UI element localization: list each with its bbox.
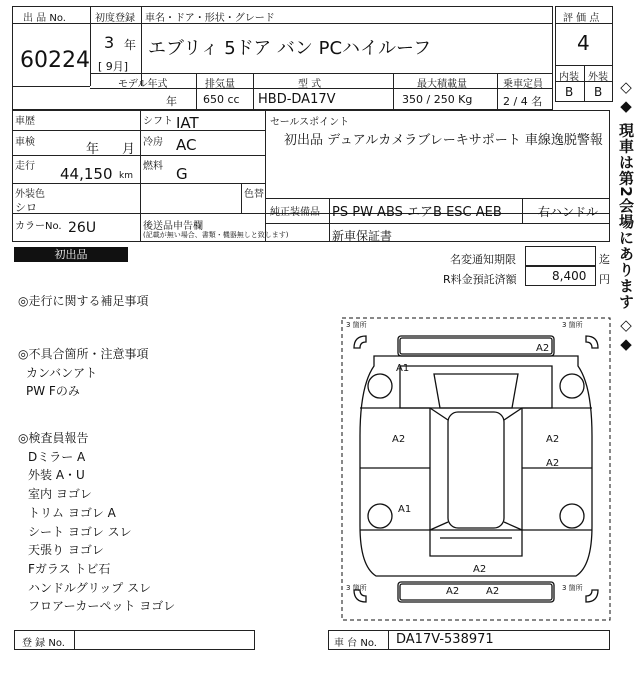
mark-right-door-1: A2 [546, 434, 560, 445]
front-bumper-right [586, 336, 598, 348]
inspector-note-item: 室内 ヨゴレ [28, 487, 92, 502]
inspector-note-item: ハンドルグリップ スレ [28, 580, 152, 595]
aircon-value: AC [176, 136, 197, 154]
inspection-month-unit: 月 [122, 142, 136, 157]
venue-notice: ◇◆ 現車は第2会場にあります ◇◆ [617, 78, 635, 354]
exterior-label: 外装 [588, 72, 608, 83]
model-year-label: モデル年式 [118, 79, 168, 90]
wheel-rear-right [560, 504, 584, 528]
first-reg-year: 3 [104, 33, 115, 52]
recycle-unit: 円 [599, 273, 610, 286]
mark-bottom-left: A2 [446, 586, 460, 597]
sales-point-value: 初出品 デュアルカメラブレーキサポート 車線逸脱警報 [284, 133, 603, 148]
mark-rear-lower: A1 [398, 504, 412, 515]
ext-color-label: 外装色 [15, 189, 45, 200]
mark-roof-rear: A2 [536, 343, 550, 354]
car-name-label: 車名・ドア・形状・グレード [145, 13, 275, 24]
rear-bumper [398, 582, 554, 602]
mark-left-door: A2 [392, 434, 406, 445]
defect-notes-heading: ◎不具合箇所・注意事項 [18, 347, 149, 361]
model-year-unit: 年 [166, 95, 177, 108]
defect-notes [18, 345, 148, 401]
sales-point-label: セールスポイント [270, 117, 350, 128]
cabin-roof [448, 412, 504, 528]
fuel-label: 燃料 [143, 161, 163, 172]
inspector-note-item: フロアーカーペット ヨゴレ [28, 599, 176, 614]
inspector-notes-heading: ◎検査員報告 [18, 431, 89, 445]
rear-deck [430, 530, 522, 556]
chassis-no-label: 車 台 No. [334, 638, 377, 649]
deadline-unit: 迄 [599, 253, 610, 266]
shift-value: IAT [176, 114, 199, 132]
first-listing-badge: 初出品 [14, 247, 128, 262]
history-label: 車歴 [15, 116, 35, 127]
inspector-note-item: トリム ヨゴレ A [28, 505, 116, 520]
roof-inner [400, 338, 552, 354]
wheel-front-left [368, 374, 392, 398]
aircon-label: 冷房 [143, 137, 163, 148]
displacement-label: 排気量 [205, 79, 235, 90]
corner-tags [346, 320, 583, 592]
shift-label: シフト [143, 116, 173, 127]
exterior-grade: B [594, 85, 603, 99]
mileage-value: 44,150 [60, 165, 113, 183]
pillar-lines [430, 408, 522, 530]
deadline-box [525, 246, 596, 266]
ext-color-value: シロ [15, 201, 37, 214]
driving-notes-heading: ◎走行に関する補足事項 [18, 294, 149, 308]
type-label: 型 式 [298, 79, 322, 90]
deadline-label: 名変通知期限 [450, 253, 516, 266]
score-label: 評 価 点 [563, 13, 600, 24]
color-change-label: 色替 [244, 189, 264, 200]
mileage-unit: km [119, 171, 133, 181]
inspection-year-unit: 年 [86, 142, 100, 157]
chassis-no-value: DA17V-538971 [396, 632, 494, 647]
equipment-value: PS PW ABS エアB ESC AEB [332, 205, 502, 220]
right-side-panel [522, 408, 592, 530]
inspector-note-item: 外装 A・U [28, 468, 85, 483]
reg-no-label: 登 録 No. [22, 638, 65, 649]
color-no-label: カラーNo. [15, 221, 62, 232]
wheel-rear-left [368, 504, 392, 528]
rear-corner-right [586, 590, 598, 602]
corner-tag-br: 3 箇所 [562, 584, 583, 592]
capacity-label: 乗車定員 [503, 79, 543, 90]
load-value: 350 / 250 Kg [402, 93, 473, 106]
mark-bottom-right: A2 [486, 586, 500, 597]
score-value: 4 [577, 31, 590, 55]
lot-no-label: 出 品 No. [23, 13, 66, 24]
windshield [434, 374, 518, 408]
car-damage-diagram [340, 316, 612, 622]
retro-label: 後送品申告欄 [143, 221, 203, 232]
wheel-front-right [560, 374, 584, 398]
corner-tag-tl: 3 箇所 [346, 321, 367, 329]
inspector-notes [18, 429, 175, 616]
retro-note: (記載が無い場合、書類・機器無しと致します) [143, 231, 289, 239]
driving-notes [18, 292, 148, 311]
fuel-value: G [176, 165, 188, 183]
genuine-label: 純正装備品 [270, 207, 320, 218]
color-no-value: 26U [68, 220, 97, 236]
car-name: エブリィ 5ドア バン PCハイルーフ [148, 38, 432, 59]
inspection-label: 車検 [15, 137, 35, 148]
mark-front-upper: A1 [396, 363, 410, 374]
damage-marks [392, 343, 559, 597]
inspector-note-item: 天張り ヨゴレ [28, 543, 104, 558]
mark-bottom-center: A2 [473, 564, 487, 575]
roof-outline [398, 336, 554, 356]
displacement-value: 650 cc [203, 93, 240, 106]
interior-grade: B [565, 85, 574, 99]
defect-note-item: カンバンアト [26, 365, 98, 380]
lot-no-value: 60224 [20, 48, 90, 73]
recycle-value: 8,400 [552, 269, 587, 283]
rear-bumper-inner [400, 584, 552, 600]
first-reg-label: 初度登録 [95, 13, 135, 24]
interior-label: 内装 [559, 72, 579, 83]
inspector-note-item: Dミラー A [28, 449, 86, 464]
first-reg-year-unit: 年 [124, 38, 137, 52]
front-bumper-left [354, 336, 366, 348]
load-label: 最大積載量 [417, 79, 467, 90]
corner-tag-tr: 3 箇所 [562, 321, 583, 329]
inspector-note-item: Fガラス トビ石 [28, 561, 111, 576]
hood-area [400, 366, 552, 408]
first-reg-month: [ 9月] [98, 60, 129, 73]
defect-note-item: PW Fのみ [26, 384, 80, 399]
mileage-label: 走行 [15, 161, 35, 172]
corner-tag-bl: 3 箇所 [346, 584, 367, 592]
warranty-value: 新車保証書 [332, 229, 393, 243]
inspector-note-item: シート ヨゴレ スレ [28, 524, 132, 539]
recycle-label: R料金預託済額 [443, 273, 517, 286]
type-value: HBD-DA17V [258, 92, 336, 107]
capacity-value: 2 / 4 名 [503, 95, 543, 108]
mark-right-door-2: A2 [546, 458, 560, 469]
handle-value: 右ハンドル [538, 205, 599, 219]
left-side-panel [360, 408, 430, 530]
